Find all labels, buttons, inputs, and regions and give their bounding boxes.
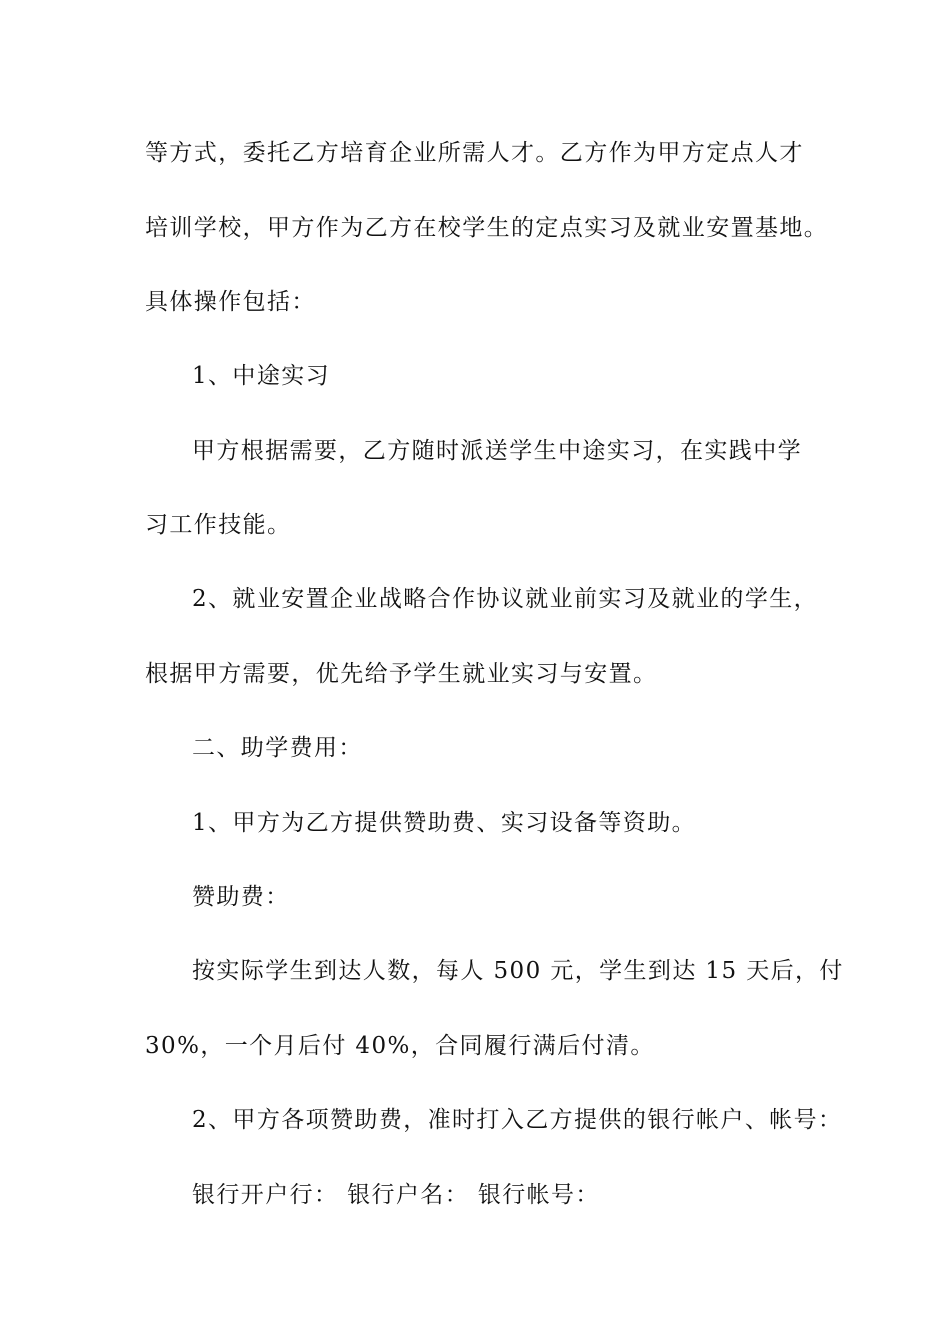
section-heading-fees: 二、助学费用： [192, 735, 363, 761]
text-line-3: 具体操作包括： [145, 289, 316, 315]
sponsorship-label: 赞助费： [192, 884, 290, 910]
text-line-6: 习工作技能。 [145, 512, 292, 538]
text-line-2: 培训学校，甲方作为乙方在校学生的定点实习及就业安置基地。 [145, 215, 829, 241]
text-line-10: 1、甲方为乙方提供赞助费、实习设备等资助。 [192, 810, 697, 836]
bank-info-line: 银行开户行： 银行户名： 银行帐号： [192, 1182, 600, 1208]
text-line-1: 等方式，委托乙方培育企业所需人才。乙方作为甲方定点人才 [145, 140, 804, 166]
section-heading-midway-internship: 1、中途实习 [192, 363, 331, 389]
section-heading-employment: 2、就业安置企业战略合作协议就业前实习及就业的学生， [192, 586, 819, 612]
text-line-13: 30%，一个月后付 40%，合同履行满后付清。 [145, 1033, 655, 1059]
text-line-5: 甲方根据需要，乙方随时派送学生中途实习，在实践中学 [192, 438, 802, 464]
text-line-12: 按实际学生到达人数，每人 500 元，学生到达 15 天后，付 [192, 958, 844, 984]
text-line-8: 根据甲方需要，优先给予学生就业实习与安置。 [145, 661, 658, 687]
text-line-14: 2、甲方各项赞助费，准时打入乙方提供的银行帐户、帐号： [192, 1107, 843, 1133]
